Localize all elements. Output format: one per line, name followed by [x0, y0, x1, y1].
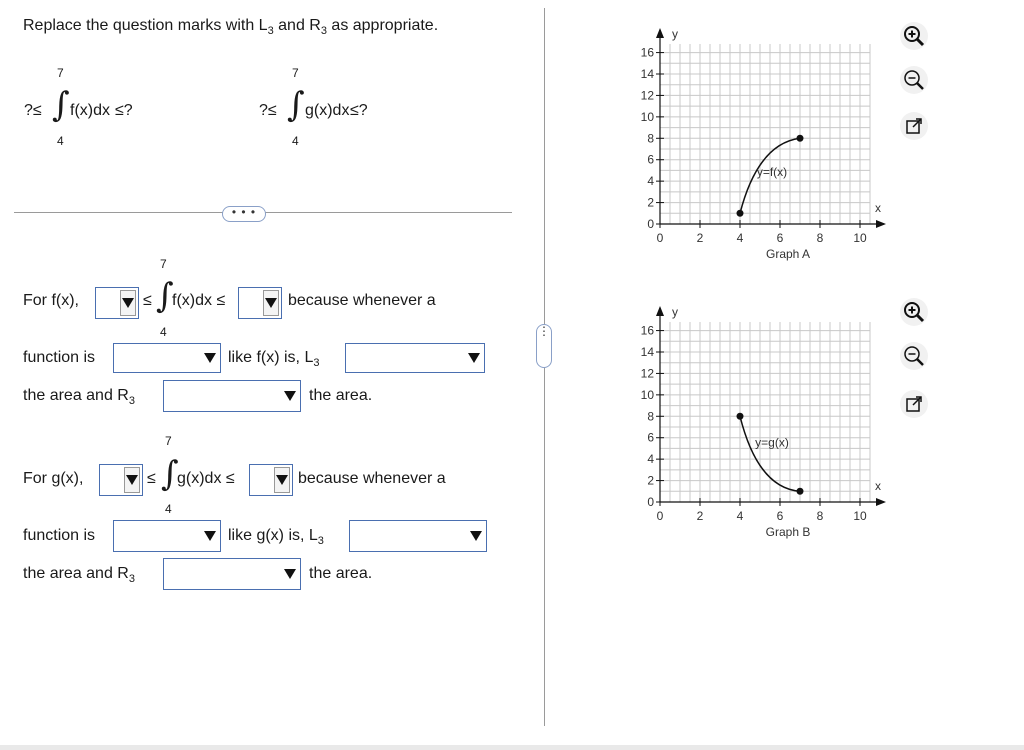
y-tick-label: 0: [647, 217, 654, 231]
the-area-text: the area.: [309, 565, 373, 582]
open-external-icon[interactable]: [900, 390, 928, 418]
function-is-text: function is: [23, 527, 96, 544]
chevron-down-icon: [284, 569, 296, 579]
upper-limit: 7: [165, 434, 172, 448]
chevron-down-icon: [284, 391, 296, 401]
f-l3-comparison-dropdown[interactable]: [345, 343, 485, 373]
graph-caption: Graph A: [765, 247, 811, 261]
integral-sign-icon: ∫: [161, 454, 179, 494]
lower-limit: 4: [165, 502, 172, 516]
y-tick-label: 16: [640, 323, 654, 338]
graph-a: [620, 18, 890, 270]
like-text: like g(x) is, $L_3$: [228, 527, 324, 547]
x-axis-label: x: [875, 479, 881, 493]
endpoint: [737, 413, 744, 420]
chevron-down-icon: [204, 353, 216, 363]
x-tick-label: 4: [736, 509, 744, 523]
y-tick-label: 2: [647, 195, 654, 210]
integral-sign-icon: ∫: [287, 85, 305, 125]
integrand: g(x)dx: [305, 102, 350, 119]
curve-label: y=f(x): [756, 164, 788, 179]
endpoint: [797, 135, 804, 142]
x-tick-label: 10: [853, 509, 867, 523]
x-tick-label: 8: [816, 231, 824, 245]
x-tick-label: 6: [776, 509, 784, 523]
y-tick-label: 8: [647, 131, 654, 146]
integrand: f(x)dx ≤: [172, 292, 226, 309]
y-tick-label: 12: [640, 88, 654, 103]
q-right: ≤?: [350, 102, 368, 119]
x-tick-label: 2: [696, 509, 704, 523]
y-axis-label: y: [672, 27, 678, 41]
integral-sign-icon: ∫: [156, 276, 174, 316]
y-tick-label: 14: [640, 67, 654, 81]
x-tick-label: 2: [696, 231, 704, 245]
upper-limit: 7: [160, 257, 167, 271]
y-tick-label: 12: [640, 366, 654, 381]
open-external-icon[interactable]: [900, 112, 928, 140]
area-and-text: the area and $R_3$: [23, 565, 135, 585]
chevron-down-icon: [122, 298, 134, 308]
zoom-out-icon[interactable]: [900, 66, 928, 94]
the-area-text: the area.: [309, 387, 373, 404]
chevron-down-icon: [265, 298, 277, 308]
y-tick-label: 8: [647, 409, 654, 424]
y-tick-label: 6: [647, 430, 654, 445]
question-prompt: Replace the question marks with $L_3$ and $R_3$ as appropriate.: [23, 17, 439, 37]
endpoint: [797, 488, 804, 495]
g-r3-comparison-dropdown[interactable]: [163, 558, 301, 590]
area-and-text: the area and $R_3$: [23, 387, 135, 407]
chevron-down-icon: [204, 531, 216, 541]
x-axis-arrow: [876, 220, 886, 228]
le-symbol: ≤: [143, 292, 152, 309]
y-axis-label: y: [672, 305, 678, 319]
x-tick-label: 8: [816, 509, 824, 523]
q-left: ?≤: [259, 102, 277, 119]
g-function-type-dropdown[interactable]: [113, 520, 221, 552]
graph-b: [620, 296, 890, 548]
le-symbol: ≤: [147, 470, 156, 487]
g-upper-bound-dropdown[interactable]: [249, 464, 293, 496]
y-tick-label: 4: [647, 452, 654, 467]
y-axis-arrow: [656, 28, 664, 38]
y-tick-label: 16: [640, 45, 654, 60]
lower-limit: 4: [57, 134, 64, 148]
q-right: ≤?: [115, 102, 133, 119]
function-is-text: function is: [23, 349, 96, 366]
x-axis-label: x: [875, 201, 881, 215]
lower-limit: 4: [292, 134, 299, 148]
zoom-in-icon[interactable]: [900, 22, 928, 50]
integrand: g(x)dx ≤: [177, 470, 235, 487]
endpoint: [737, 210, 744, 217]
because-text: because whenever a: [298, 470, 446, 487]
expand-more-button[interactable]: • • •: [222, 206, 266, 222]
chevron-down-icon: [276, 475, 288, 485]
f-r3-comparison-dropdown[interactable]: [163, 380, 301, 412]
f-lower-bound-dropdown[interactable]: [95, 287, 139, 319]
chevron-down-icon: [470, 531, 482, 541]
zoom-in-icon[interactable]: [900, 298, 928, 326]
y-tick-label: 10: [640, 109, 654, 124]
g-l3-comparison-dropdown[interactable]: [349, 520, 487, 552]
f-upper-bound-dropdown[interactable]: [238, 287, 282, 319]
integral-sign-icon: ∫: [52, 85, 70, 125]
chevron-down-icon: [126, 475, 138, 485]
x-tick-label: 0: [656, 231, 664, 245]
curve-label: y=g(x): [755, 435, 789, 450]
q-left: ?≤: [24, 102, 42, 119]
y-tick-label: 6: [647, 152, 654, 167]
y-axis-arrow: [656, 306, 664, 316]
x-axis-arrow: [876, 498, 886, 506]
graph-caption: Graph B: [765, 525, 811, 539]
because-text: because whenever a: [288, 292, 436, 309]
x-tick-label: 6: [776, 231, 784, 245]
y-tick-label: 0: [647, 495, 654, 509]
upper-limit: 7: [57, 66, 64, 80]
bottom-bar: [0, 745, 1024, 750]
x-tick-label: 10: [853, 231, 867, 245]
chevron-down-icon: [468, 353, 480, 363]
x-tick-label: 0: [656, 509, 664, 523]
lower-limit: 4: [160, 325, 167, 339]
y-tick-label: 10: [640, 387, 654, 402]
integrand: f(x)dx: [70, 102, 110, 119]
y-tick-label: 14: [640, 345, 654, 359]
y-tick-label: 2: [647, 473, 654, 488]
zoom-out-icon[interactable]: [900, 342, 928, 370]
like-text: like f(x) is, $L_3$: [228, 349, 320, 369]
y-tick-label: 4: [647, 174, 654, 189]
upper-limit: 7: [292, 66, 299, 80]
for-f-label: For f(x),: [23, 292, 79, 309]
for-g-label: For g(x),: [23, 470, 84, 487]
resize-handle[interactable]: ⋮: [536, 324, 552, 368]
x-tick-label: 4: [736, 231, 744, 245]
f-function-type-dropdown[interactable]: [113, 343, 221, 373]
g-lower-bound-dropdown[interactable]: [99, 464, 143, 496]
